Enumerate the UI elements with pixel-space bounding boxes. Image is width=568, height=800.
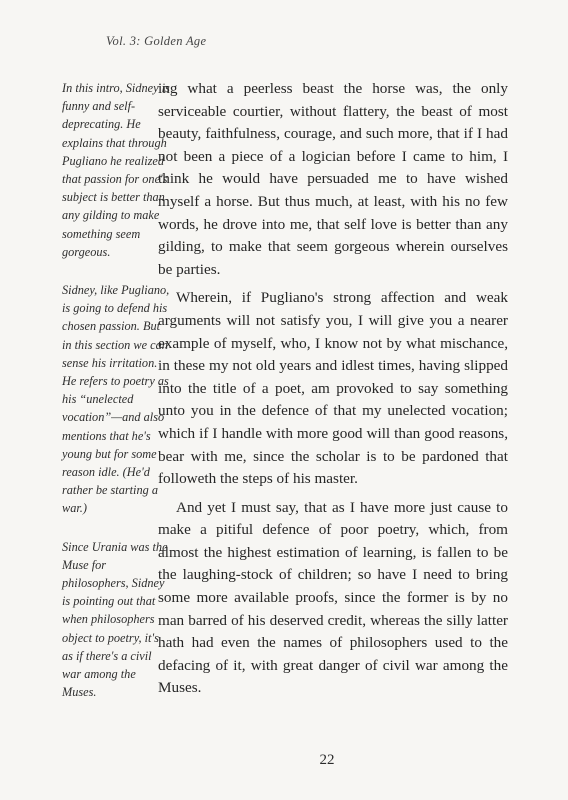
page-number: 22: [319, 752, 335, 768]
body-paragraph: Wherein, if Pugliano's strong affection and weak arguments will not satisfy you, I will give you a nearer example of myself, who, I know not by what mischance, in these my not old years and idlest times, having slipped into the title of a poet, am provoked to say something unto you in the defence of that my unelected vocation; which if I handle with more good will than good reasons, bear with me, since the scholar is to be pardoned that followeth the steps of his master.: [158, 289, 508, 488]
body-text: [158, 78, 508, 700]
running-header: Vol. 3: Golden Age: [106, 34, 207, 48]
body-paragraph: ing what a peerless beast the horse was, the only serviceable courtier, without flattery, the beast of most beauty, faithfulness, courage, and such more, that if I had not been a piece of a logician before I came to him, I think he would have persuaded me to have wished myself a horse. But thus much, at least, with his no few words, he drove into me, that self love is better than any gilding, to make that seem gorgeous wherein ourselves be parties.: [158, 80, 508, 278]
margin-notes: [62, 79, 170, 722]
margin-note: Sidney, like Pugliano, is going to defend his chosen passion. But in this section we can sense his irritation. He refers to poetry as his “unelected vocation”—and also mentions that he's young but for some reason idle. (He'd rather be starting a war.): [62, 283, 170, 516]
body-paragraph: And yet I must say, that as I have more just cause to make a pitiful defence of poor poetry, which, from almost the highest estimation of learning, is fallen to be the laughing-stock of children; so have I need to bring some more available proofs, since the former is by no man barred of his deserved credit, whereas the silly latter hath had even the names of philosophers used to the defacing of it, with great danger of civil war among the Muses.: [158, 498, 508, 697]
margin-note: Since Urania was the Muse for philosophers, Sidney is pointing out that when philosophers object to poetry, it's as if there's a civil war among the Muses.: [62, 539, 168, 700]
margin-note: In this intro, Sidney is funny and self-deprecating. He explains that through Pugliano he realized that passion for one's subject is better than any gilding to make something seem gorgeous.: [62, 81, 170, 259]
